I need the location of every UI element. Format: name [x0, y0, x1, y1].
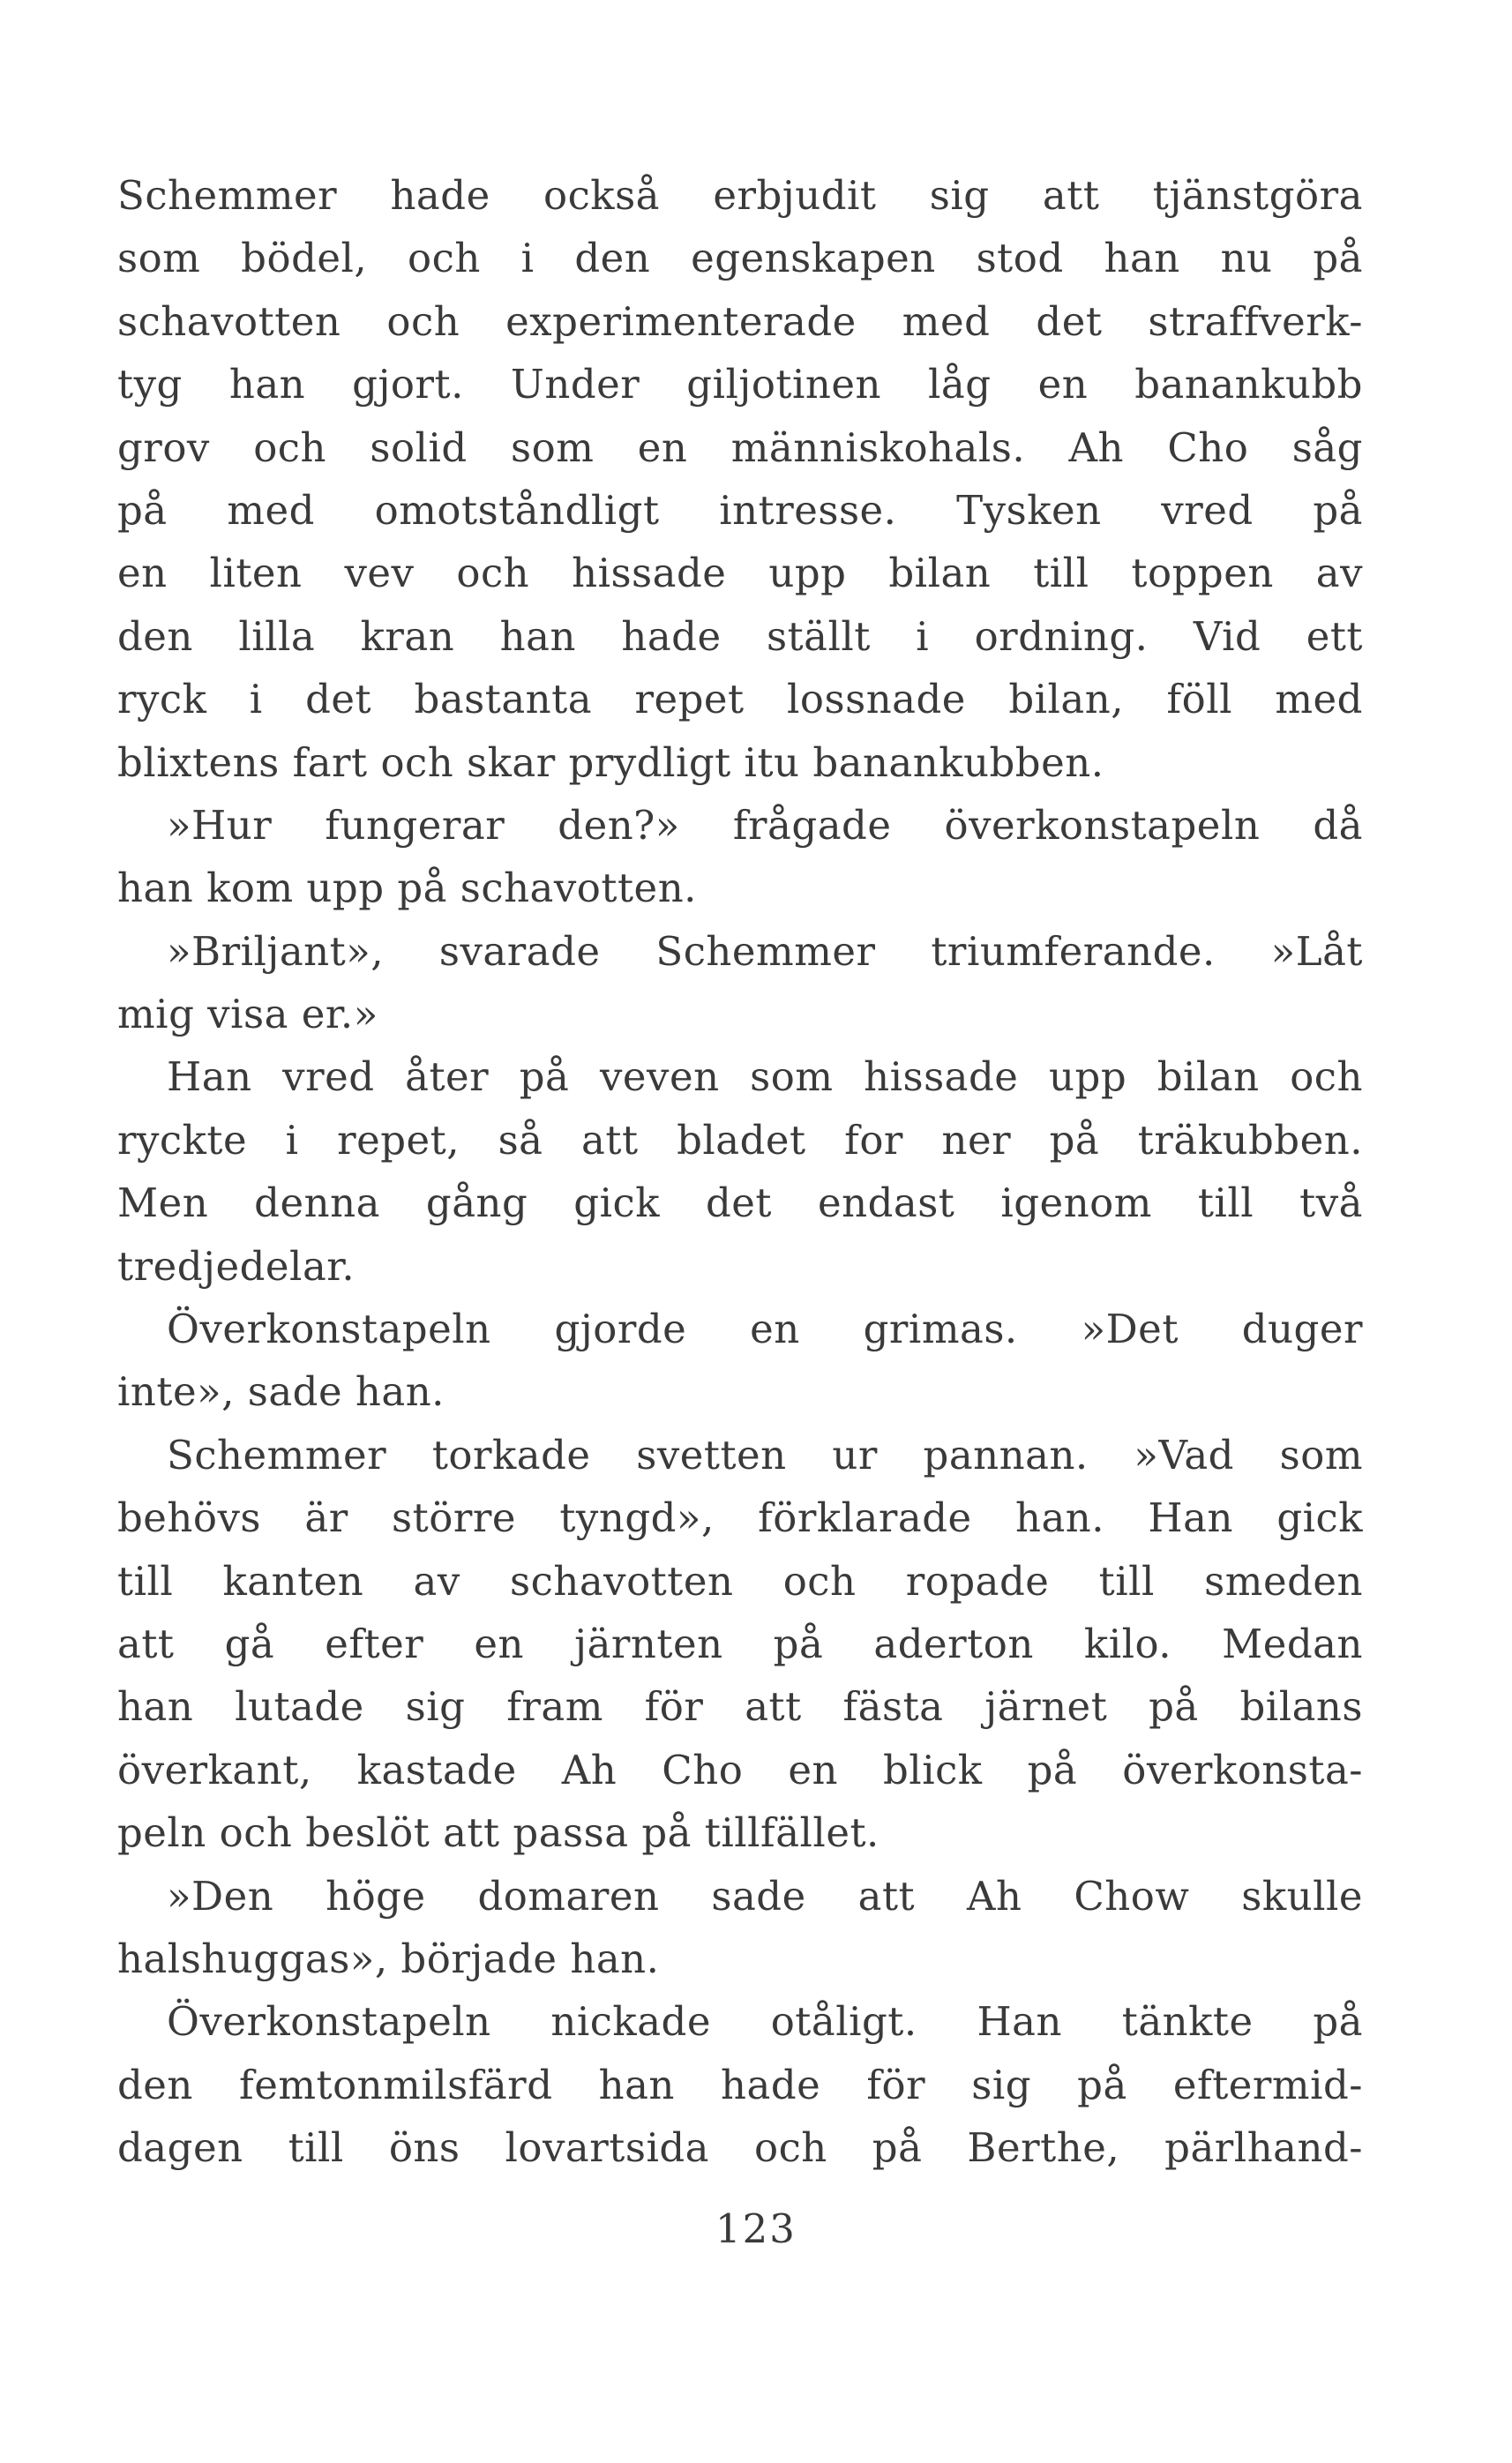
text-line-24: att gå efter en järnten på aderton kilo. Medan — [117, 1620, 1363, 1667]
text-line-19: Överkonstapeln gjorde en grimas. »Det duger — [167, 1306, 1363, 1353]
text-line-14: mig visa er.» — [117, 991, 378, 1038]
text-line-30: Överkonstapeln nickade otåligt. Han tänkte på — [167, 1998, 1363, 2046]
text-line-20: inte», sade han. — [117, 1368, 445, 1416]
text-line-29: halshuggas», började han. — [117, 1935, 660, 1982]
text-line-1: Schemmer hade också erbjudit sig att tjänstgöra — [117, 172, 1363, 219]
text-line-26: överkant, kastade Ah Cho en blick på överkonsta- — [117, 1746, 1363, 1793]
text-line-10: blixtens fart och skar prydligt itu banankubben. — [117, 738, 1104, 786]
text-line-11: »Hur fungerar den?» frågade överkonstapeln då — [167, 801, 1363, 849]
text-line-8: den lilla kran han hade ställt i ordning. Vid ett — [117, 612, 1363, 660]
text-line-5: grov och solid som en människohals. Ah Cho såg — [117, 423, 1363, 471]
text-line-6: på med omotståndligt intresse. Tysken vred på — [117, 486, 1363, 534]
text-line-7: en liten vev och hissade upp bilan till toppen av — [117, 550, 1363, 597]
text-line-13: »Briljant», svarade Schemmer triumferande. »Låt — [167, 927, 1363, 975]
text-line-21: Schemmer torkade svetten ur pannan. »Vad som — [167, 1431, 1363, 1479]
text-line-22: behövs är större tyngd», förklarade han. Han gick — [117, 1494, 1363, 1542]
text-line-28: »Den höge domaren sade att Ah Chow skulle — [167, 1872, 1363, 1920]
text-line-23: till kanten av schavotten och ropade till smeden — [117, 1557, 1363, 1605]
text-line-31: den femtonmilsfärd han hade för sig på eftermid- — [117, 2061, 1363, 2108]
page-number: 123 — [715, 2205, 797, 2252]
text-line-15: Han vred åter på veven som hissade upp bilan och — [167, 1053, 1363, 1101]
body-text — [117, 164, 1363, 2180]
text-line-32: dagen till öns lovartsida och på Berthe, pärlhand- — [117, 2124, 1363, 2172]
text-line-3: schavotten och experimenterade med det straffverk- — [117, 297, 1363, 345]
text-line-2: som bödel, och i den egenskapen stod han nu på — [117, 235, 1363, 282]
text-line-18: tredjedelar. — [117, 1242, 356, 1290]
text-line-16: ryckte i repet, så att bladet for ner på träkubben. — [117, 1116, 1363, 1164]
text-line-4: tyg han gjort. Under giljotinen låg en banankubb — [117, 361, 1363, 408]
text-line-17: Men denna gång gick det endast igenom till två — [117, 1179, 1363, 1227]
text-line-27: peln och beslöt att passa på tillfället. — [117, 1809, 880, 1857]
text-line-12: han kom upp på schavotten. — [117, 865, 697, 912]
text-line-25: han lutade sig fram för att fästa järnet på bilans — [117, 1683, 1363, 1731]
text-line-9: ryck i det bastanta repet lossnade bilan, föll med — [117, 676, 1363, 723]
